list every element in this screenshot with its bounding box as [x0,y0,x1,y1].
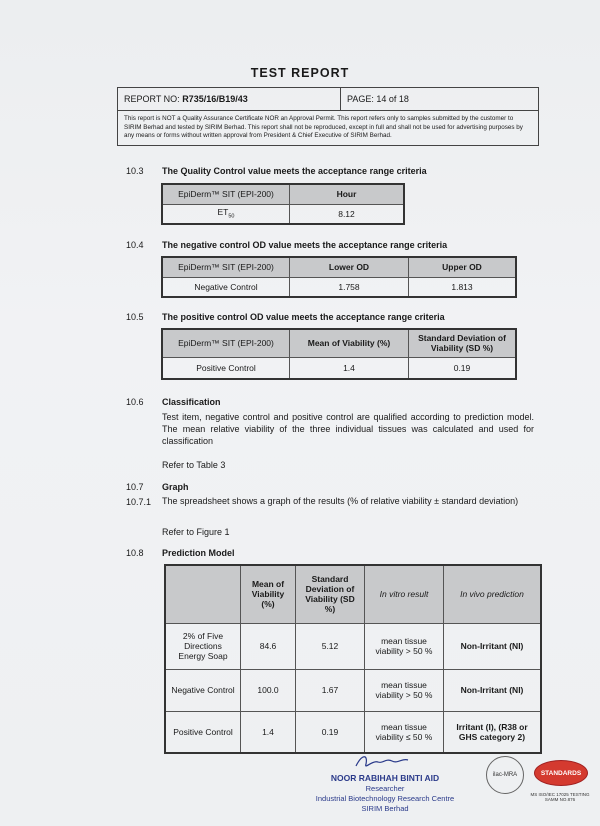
signatory-name: NOOR RABIHAH BINTI AID [330,773,440,783]
table-row [165,669,541,711]
classification-ref: Refer to Table 3 [162,460,226,470]
section-heading: The positive control OD value meets the acceptance range criteria [162,312,445,322]
table-cell: 1.758 [290,277,409,297]
table-header [165,565,241,623]
section-heading: Prediction Model [162,548,235,558]
table-header: Lower OD [290,257,409,277]
table-header: EpiDerm™ SIT (EPI-200) [162,184,290,204]
table-cell: $ET_{50}$ [162,204,290,224]
section-heading: Graph [162,482,189,492]
classification-text: Test item, negative control and positive control are qualified according to prediction model. The mean relative viability of the three individual tissues was calculated and used for classification [162,412,534,446]
positive-control-table [161,328,517,380]
table-cell: 5.12 [296,623,365,669]
table-cell: mean tissue viability > 50 % [365,623,444,669]
table-cell: Negative Control [165,669,241,711]
signatory-role: Researcher [365,784,405,793]
table-header: Mean of Viability (%) [241,565,296,623]
standards-logo: STANDARDS [534,760,588,786]
signatory-org: SIRIM Berhad [361,804,409,813]
table-cell: 84.6 [241,623,296,669]
table-header: In vivo prediction [444,565,542,623]
report-number: REPORT NO: R735/16/B19/43 [118,88,341,110]
section-heading: The Quality Control value meets the acceptance range criteria [162,166,427,176]
table-cell: 1.813 [409,277,517,297]
subsection-number: 10.7.1 [126,497,152,507]
table-cell: 2% of Five Directions Energy Soap [165,623,241,669]
table-header: Mean of Viability (%) [290,329,409,357]
negative-control-table [161,256,517,298]
table-cell: mean tissue viability > 50 % [365,669,444,711]
table-header: Upper OD [409,257,517,277]
table-header: EpiDerm™ SIT (EPI-200) [162,257,290,277]
table-row [165,623,541,669]
section-number: 10.4 [126,240,144,250]
table-cell: 1.67 [296,669,365,711]
section-number: 10.6 [126,397,144,407]
table-cell: Irritant (I), (R38 or GHS category 2) [444,711,542,753]
section-number: 10.3 [126,166,144,176]
page-number: PAGE: 14 of 18 [347,94,409,104]
prediction-model-table [164,564,542,754]
table-cell: 100.0 [241,669,296,711]
table-cell: 1.4 [241,711,296,753]
table-header: Standard Deviation of Viability (SD %) [409,329,517,357]
table-cell: 1.4 [290,357,409,379]
table-header: Standard Deviation of Viability (SD %) [296,565,365,623]
section-heading: Classification [162,397,221,407]
table-cell: Non-Irritant (NI) [444,623,542,669]
table-header: EpiDerm™ SIT (EPI-200) [162,329,290,357]
ilac-mra-logo: ilac-MRA [486,756,524,794]
standards-caption: MS ISO/IEC 17025 TESTING SAMM NO.876 [530,792,590,802]
table-cell: 8.12 [290,204,405,224]
table-cell: 0.19 [296,711,365,753]
section-number: 10.8 [126,548,144,558]
table-header: Hour [290,184,405,204]
graph-text: The spreadsheet shows a graph of the results (% of relative viability ± standard deviation) [162,496,519,506]
graph-ref: Refer to Figure 1 [162,527,230,537]
page-title: TEST REPORT [250,66,350,80]
signature-scribble [352,752,412,774]
section-number: 10.5 [126,312,144,322]
disclaimer-text: This report is NOT a Quality Assurance Certificate NOR an Approval Permit. This report refers only to samples submitted by the customer to SIRIM Berhad and tested by SIRIM Berhad. This report shall not be reproduced, except in full and shall not be used for advertising purposes by any means or forms without written approval from President & Chief Executive of SIRIM Berhad. [124,115,523,140]
table-cell: Positive Control [165,711,241,753]
section-number: 10.7 [126,482,144,492]
table-row [165,711,541,753]
table-header: In vitro result [365,565,444,623]
section-heading: The negative control OD value meets the acceptance range criteria [162,240,448,250]
qc-table [161,183,405,225]
table-cell: Negative Control [162,277,290,297]
signatory-dept: Industrial Biotechnology Research Centre [315,794,455,803]
table-cell: Non-Irritant (NI) [444,669,542,711]
table-cell: mean tissue viability ≤ 50 % [365,711,444,753]
table-cell: 0.19 [409,357,517,379]
table-cell: Positive Control [162,357,290,379]
report-header-box [117,87,539,146]
